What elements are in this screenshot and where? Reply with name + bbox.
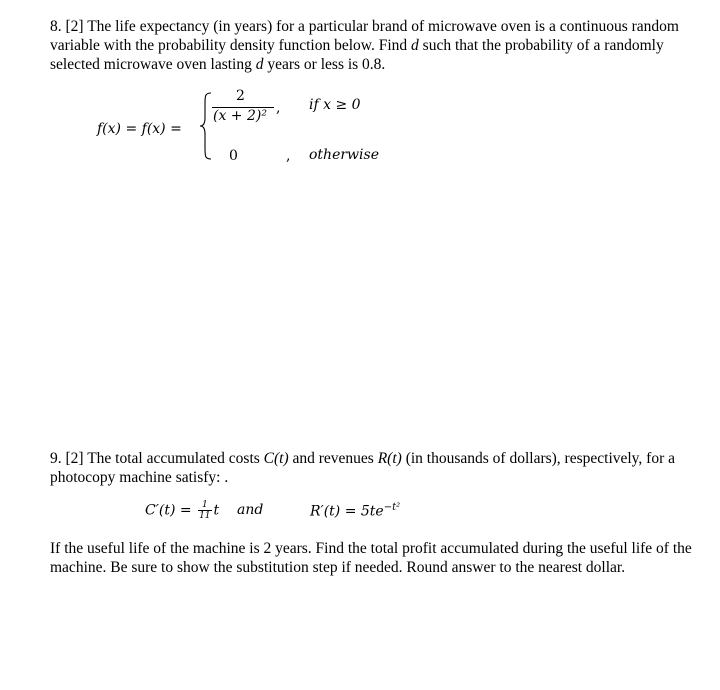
case1-denominator: (x + 2)² — [213, 108, 267, 124]
question-8-points: [2] — [65, 18, 84, 35]
question-9-number: 9. — [50, 450, 62, 467]
cost-rate-fraction: $\frac{1}{11}$ — [199, 500, 211, 521]
case1-separator: , — [276, 100, 281, 116]
and-word: and — [237, 502, 264, 518]
case2-condition: otherwise — [309, 147, 379, 163]
question-9-task: If the useful life of the machine is 2 years. Find the total profit accumulated during the useful life of the machine. Be sure to show the substitution step if needed. Round answer to the nearest dollar. — [50, 540, 692, 576]
question-8-number: 8. — [50, 18, 62, 35]
question-9-text: 9. [2] The total accumulated costs C(t) and revenues R(t) (in thousands of dollars), respectively, for a photocopy machine satisfy: . — [50, 450, 676, 486]
case2-separator: , — [286, 148, 291, 164]
revenue-rate-equation: $R'(t) = 5te^{-t^2}$ — [310, 502, 401, 520]
question-9-points: [2] — [65, 450, 84, 467]
question-8-text: 8. [2] The life expectancy (in years) for a particular brand of microwave oven is a continuous random variable with the probability density function below. Find d such that the probability of a randomly selected microwave oven lasting d years or less is 0.8. — [50, 18, 679, 73]
left-brace-icon — [199, 92, 213, 160]
case1-numerator: 2 — [236, 88, 245, 104]
pdf-lhs: f(x) = f(x) = — [97, 121, 182, 137]
cost-rate-equation: C′(t) = $\frac{1}{11}$ t — [145, 500, 220, 521]
case1-condition: if x ≥ 0 — [309, 97, 361, 113]
case2-value: 0 — [229, 148, 238, 164]
